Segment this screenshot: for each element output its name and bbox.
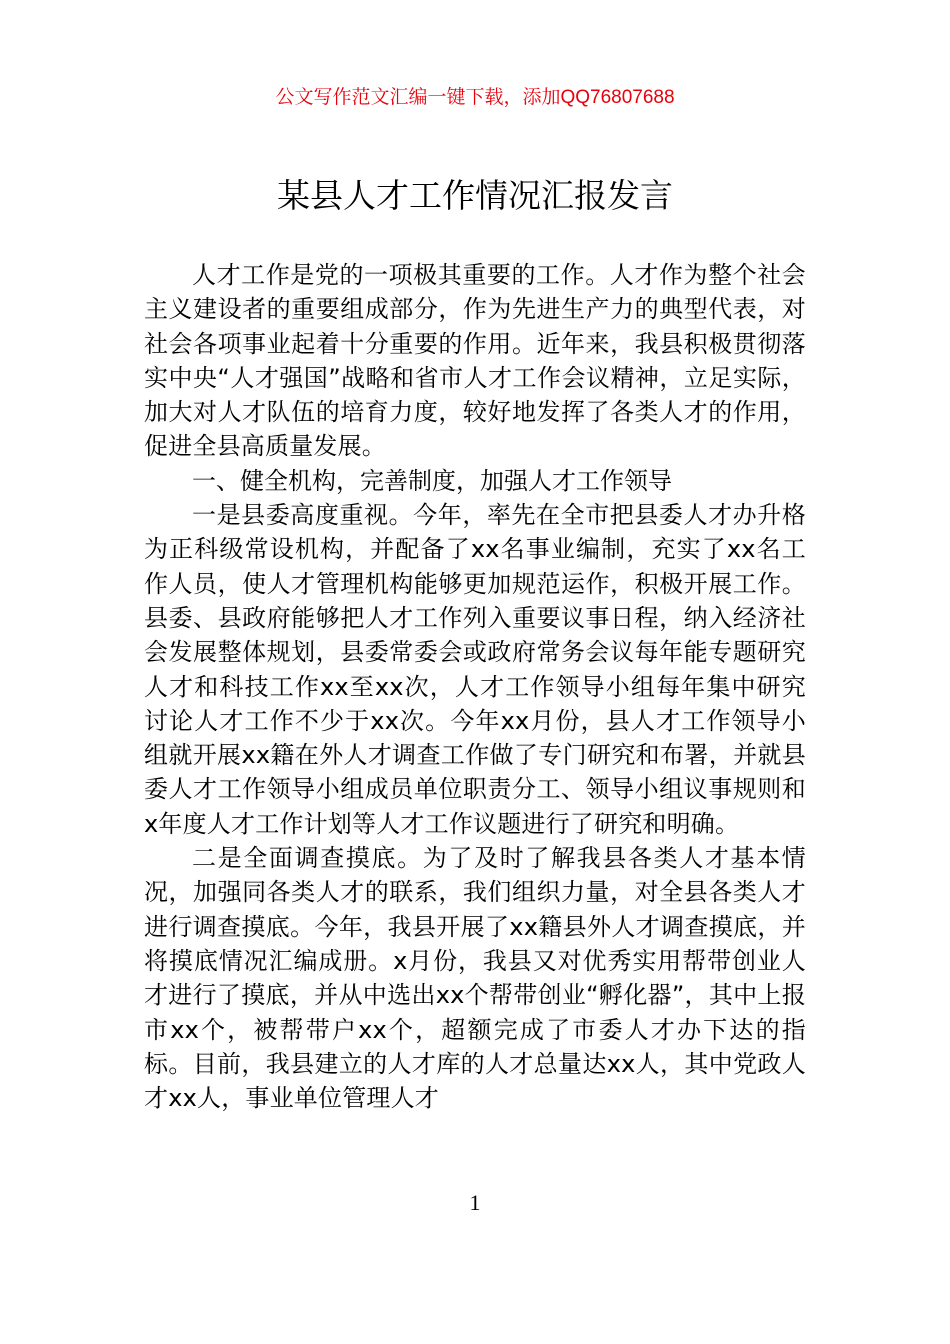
download-promo-banner: 公文写作范文汇编一键下载，添加QQ76807688 bbox=[275, 87, 675, 108]
body-paragraph: 二是全面调查摸底。为了及时了解我县各类人才基本情况，加强同各类人才的联系，我们组织力量，对全县各类人才进行调查摸底。今年，我县开展了xx籍县外人才调查摸底，并将摸底情况汇编成册。x月份，我县又对优秀实用帮带创业人才进行了摸底，并从中选出xx个帮带创业“孵化器”，其中上报市xx个，被帮带户xx个，超额完成了市委人才办下达的指标。目前，我县建立的人才库的人才总量达xx人，其中党政人才xx人，事业单位管理人才 bbox=[144, 844, 806, 1113]
section-heading: 一、健全机构，完善制度，加强人才工作领导 bbox=[192, 466, 672, 495]
document-title: 某县人才工作情况汇报发言 bbox=[277, 176, 673, 215]
document-body bbox=[144, 258, 806, 1115]
page-number: 1 bbox=[469, 1190, 481, 1215]
body-paragraph: 一是县委高度重视。今年，率先在全市把县委人才办升格为正科级常设机构，并配备了xx名事业编制，充实了xx名工作人员，使人才管理机构能够更加规范运作，积极开展工作。县委、县政府能够把人才工作列入重要议事日程，纳入经济社会发展整体规划，县委常委会或政府常务会议每年能专题研究人才和科技工作xx至xx次，人才工作领导小组每年集中研究讨论人才工作不少于xx次。今年xx月份，县人才工作领导小组就开展xx籍在外人才调查工作做了专门研究和布署，并就县委人才工作领导小组成员单位职责分工、领导小组议事规则和x年度人才工作计划等人才工作议题进行了研究和明确。 bbox=[144, 501, 806, 838]
intro-paragraph: 人才工作是党的一项极其重要的工作。人才作为整个社会主义建设者的重要组成部分，作为先进生产力的典型代表，对社会各项事业起着十分重要的作用。近年来，我县积极贯彻落实中央“人才强国”战略和省市人才工作会议精神，立足实际，加大对人才队伍的培育力度，较好地发挥了各类人才的作用，促进全县高质量发展。 bbox=[144, 261, 806, 461]
